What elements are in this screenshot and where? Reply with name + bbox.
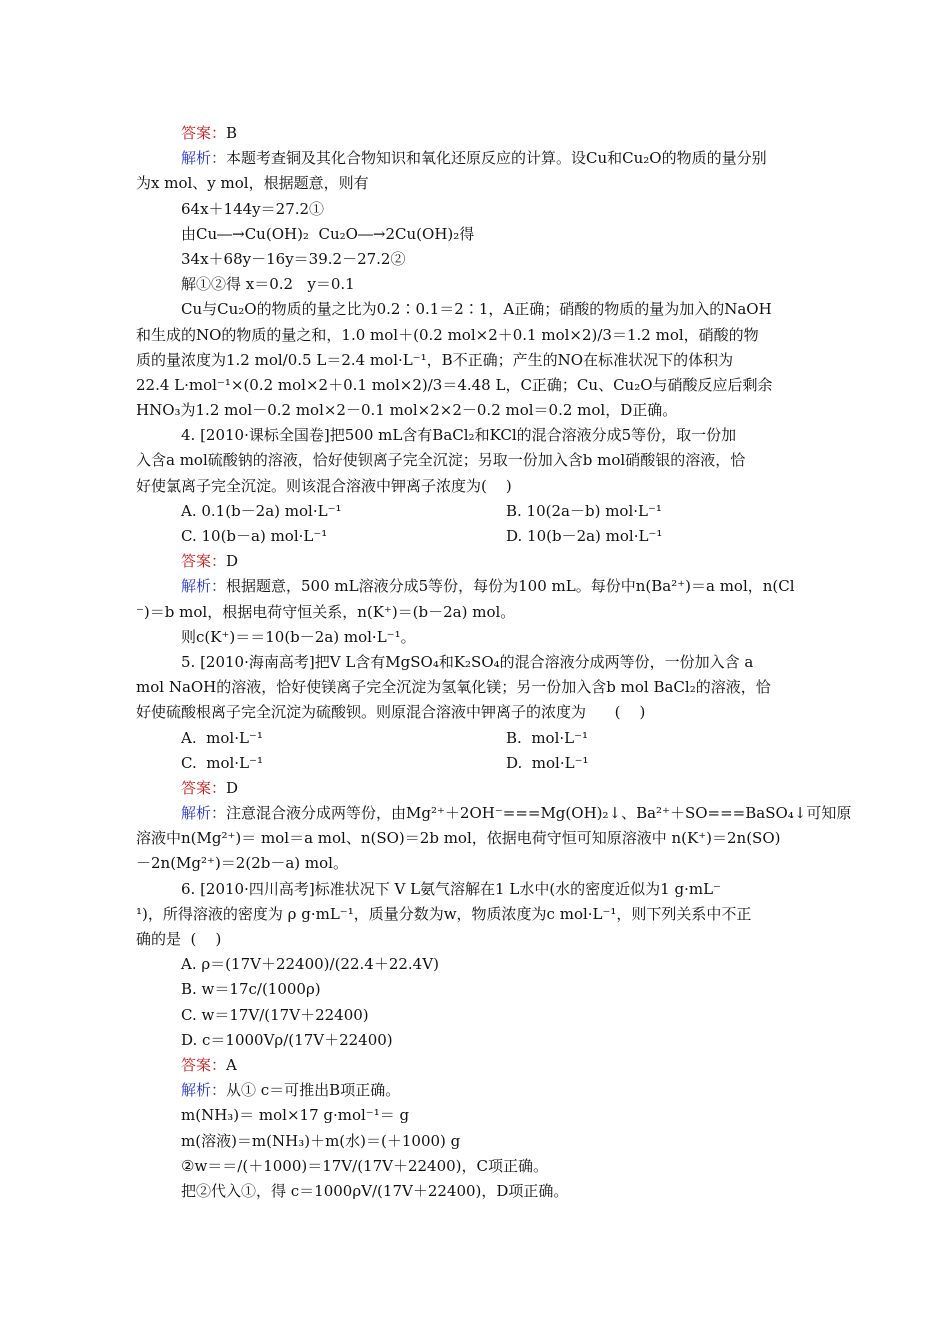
analysis-label: 解析： — [181, 577, 227, 596]
text-line: mol NaOH的溶液，恰好使镁离子完全沉淀为氢氧化镁；另一份加入含b mol BaCl₂的溶液，恰 — [136, 678, 771, 697]
line-text: 从① c＝可推出B项正确。 — [226, 1081, 401, 1100]
text-line: 64x＋144y＝27.2① — [181, 199, 325, 218]
text-line: 则c(K⁺)＝＝10(b－2a) mol·L⁻¹。 — [181, 627, 416, 646]
text-line: 质的量浓度为1.2 mol/0.5 L＝2.4 mol·L⁻¹，B不正确；产生的NO在标准状况下的体积为 — [136, 350, 734, 369]
option-right: D. 10(b－2a) mol·L⁻¹ — [506, 527, 663, 545]
line-text: B — [226, 124, 238, 142]
option-left: C. 10(b－a) mol·L⁻¹ — [181, 527, 328, 545]
option-row — [136, 751, 816, 776]
document-body — [136, 121, 852, 1204]
line-text: 注意混合液分成两等份，由Mg²⁺＋2OH⁻===Mg(OH)₂↓、Ba²⁺＋SO===BaSO₄↓可知原 — [226, 804, 852, 823]
answer-line — [136, 776, 816, 801]
text-line: 为x mol、y mol，根据题意，则有 — [136, 174, 369, 193]
text-line: 解①②得 x＝0.2 y＝0.1 — [181, 275, 355, 294]
answer-line — [136, 121, 816, 146]
text-line: m(溶液)＝m(NH₃)＋m(水)＝(＋1000) g — [181, 1131, 461, 1150]
analysis-label: 解析： — [181, 149, 227, 168]
text-line: m(NH₃)＝ mol×17 g·mol⁻¹＝ g — [181, 1106, 410, 1125]
text-line: 6. [2010·四川高考]标准状况下 V L氨气溶解在1 L水中(水的密度近似为1 g·mL⁻ — [181, 879, 721, 898]
text-line: －2n(Mg²⁺)＝2(2b－a) mol。 — [136, 854, 348, 873]
analysis-label: 解析： — [181, 1081, 227, 1100]
analysis-line — [136, 1078, 816, 1103]
text-line: 确的是 ( ) — [136, 930, 222, 948]
option-row — [136, 499, 816, 524]
text-line: 好使硫酸根离子完全沉淀为硫酸钡。则原混合溶液中钾离子的浓度为 ( ) — [136, 703, 646, 722]
answer-line — [136, 549, 816, 574]
option-left: C. mol·L⁻¹ — [181, 753, 263, 772]
option-left: A. mol·L⁻¹ — [181, 728, 263, 747]
line-text: D — [226, 552, 239, 571]
text-line: 把②代入①，得 c＝1000ρV/(17V＋22400)，D项正确。 — [181, 1181, 569, 1200]
answer-label: 答案： — [181, 778, 227, 797]
text-line: 4. [2010·课标全国卷]把500 mL含有BaCl₂和KCl的混合溶液分成5等份，取一份加 — [181, 426, 737, 445]
text-line: 34x＋68y－16y＝39.2－27.2② — [181, 249, 406, 268]
text-line: 由Cu―→Cu(OH)₂ Cu₂O―→2Cu(OH)₂得 — [181, 224, 475, 243]
text-line: Cu与Cu₂O的物质的量之比为0.2∶0.1＝2∶1，A正确；硝酸的物质的量为加入的NaOH — [181, 300, 772, 319]
text-line: ②w＝＝/(＋1000)＝17V/(17V＋22400)，C项正确。 — [181, 1156, 549, 1175]
text-line: 溶液中n(Mg²⁺)＝ mol＝a mol、n(SO)＝2b mol，依据电荷守恒可知原溶液中 n(K⁺)＝2n(SO) — [136, 829, 781, 848]
text-line: ⁻)＝b mol，根据电荷守恒关系，n(K⁺)＝(b－2a) mol。 — [136, 602, 516, 621]
analysis-line — [136, 146, 816, 171]
answer-label: 答案： — [181, 124, 227, 142]
line-text: 本题考查铜及其化合物知识和氧化还原反应的计算。设Cu和Cu₂O的物质的量分别 — [226, 149, 767, 168]
line-text: D — [226, 778, 239, 797]
text-line: ¹)，所得溶液的密度为 ρ g·mL⁻¹，质量分数为w，物质浓度为c mol·L⁻¹，则下列关系中不正 — [136, 904, 752, 923]
answer-label: 答案： — [181, 552, 227, 571]
text-line: 入含a mol硫酸钠的溶液，恰好使钡离子完全沉淀；另取一份加入含b mol硝酸银的溶液，恰 — [136, 451, 746, 470]
option-row — [136, 524, 816, 549]
line-text: A — [226, 1055, 237, 1074]
answer-label: 答案： — [181, 1055, 227, 1074]
text-line: B. w＝17c/(1000ρ) — [181, 980, 321, 999]
option-right: D. mol·L⁻¹ — [506, 753, 589, 772]
text-line: 好使氯离子完全沉淀。则该混合溶液中钾离子浓度为( ) — [136, 476, 512, 495]
analysis-line — [136, 801, 852, 826]
option-right: B. 10(2a－b) mol·L⁻¹ — [506, 501, 662, 520]
text-line: HNO₃为1.2 mol－0.2 mol×2－0.1 mol×2×2－0.2 mol＝0.2 mol，D正确。 — [136, 401, 678, 420]
text-line: C. w＝17V/(17V＋22400) — [181, 1005, 369, 1024]
analysis-label: 解析： — [181, 804, 227, 823]
text-line: 5. [2010·海南高考]把V L含有MgSO₄和K₂SO₄的混合溶液分成两等份，一份加入含 a — [181, 652, 754, 671]
text-line: A. ρ＝(17V＋22400)/(22.4＋22.4V) — [181, 955, 439, 974]
answer-line — [136, 1053, 816, 1078]
text-line: 和生成的NO的物质的量之和，1.0 mol＋(0.2 mol×2＋0.1 mol×2)/3＝1.2 mol，硝酸的物 — [136, 325, 759, 344]
text-line: 22.4 L·mol⁻¹×(0.2 mol×2＋0.1 mol×2)/3＝4.48 L，C正确；Cu、Cu₂O与硝酸反应后剩余 — [136, 375, 773, 394]
option-row — [136, 726, 816, 751]
option-left: A. 0.1(b－2a) mol·L⁻¹ — [181, 501, 342, 520]
analysis-line — [136, 574, 816, 599]
option-right: B. mol·L⁻¹ — [506, 728, 589, 747]
text-line: D. c＝1000Vρ/(17V＋22400) — [181, 1030, 393, 1049]
line-text: 根据题意，500 mL溶液分成5等份，每份为100 mL。每份中n(Ba²⁺)＝a mol，n(Cl — [226, 577, 795, 596]
